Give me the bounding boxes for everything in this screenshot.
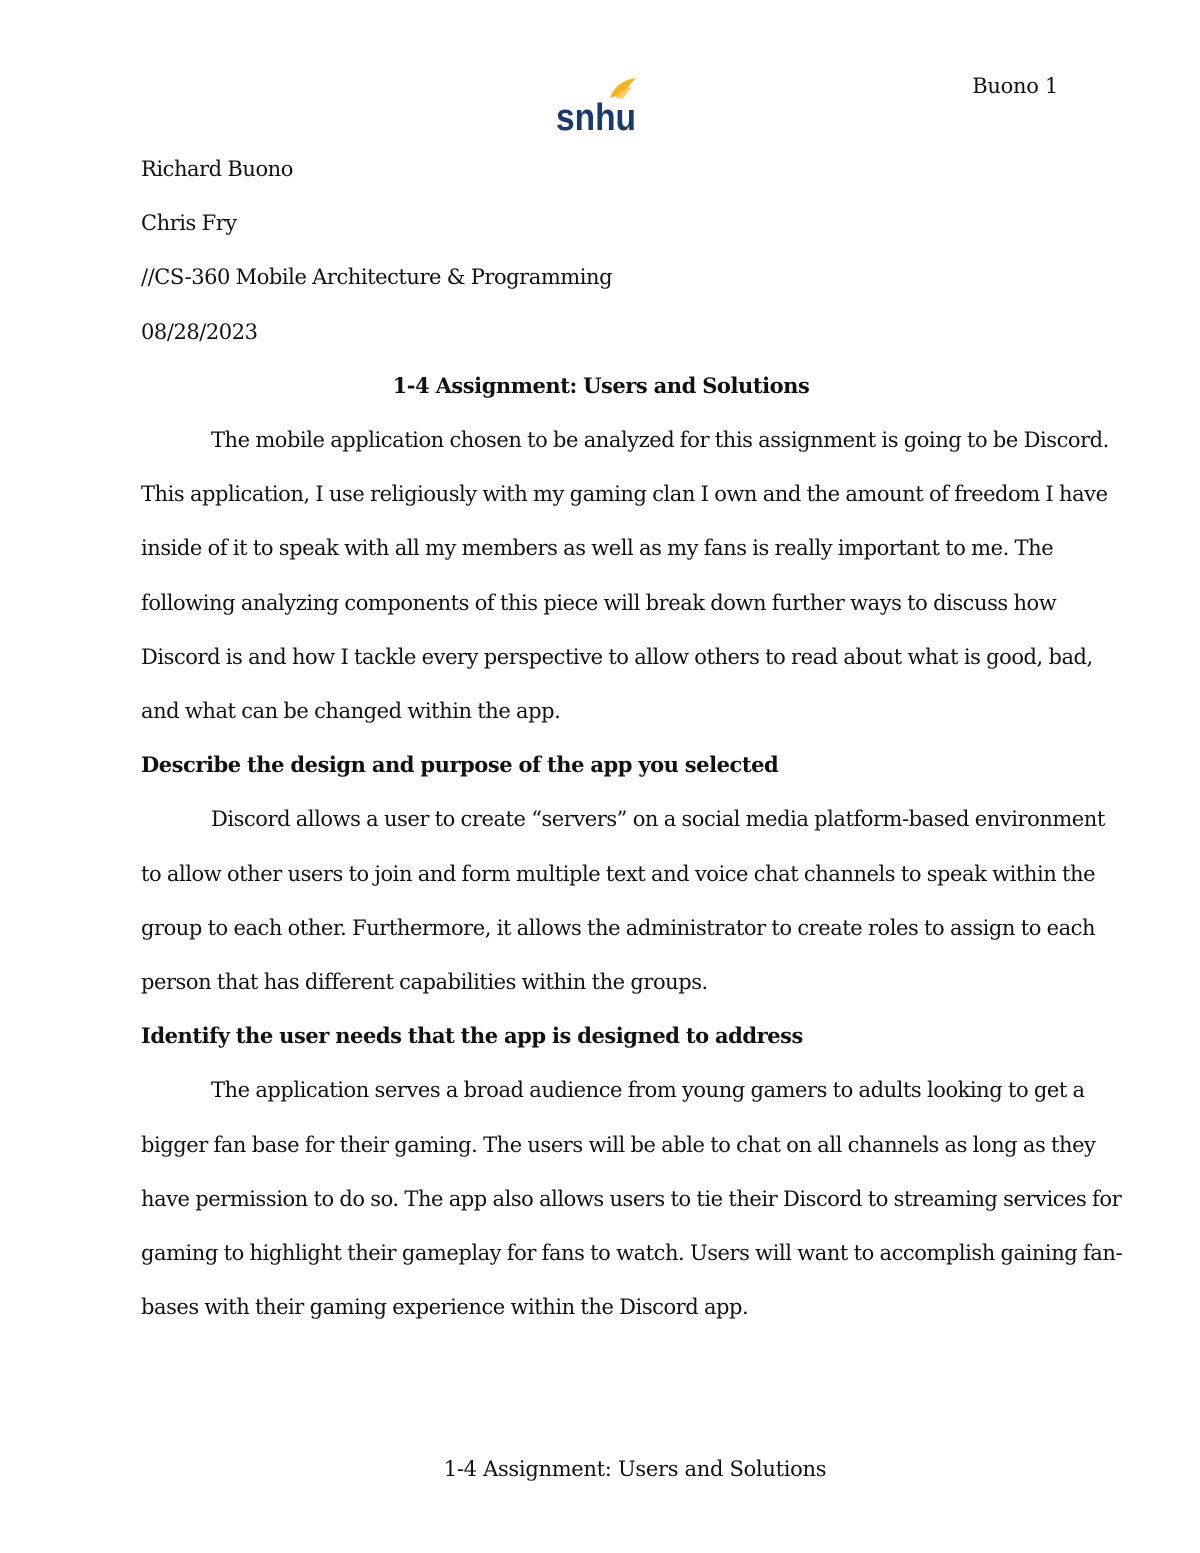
section-line: bases with their gaming experience within the Discord app.	[141, 1295, 749, 1320]
intro-line: following analyzing components of this piece will break down further ways to discuss how	[141, 590, 1057, 615]
course-name: //CS-360 Mobile Architecture & Programming	[141, 265, 613, 290]
section-line: bigger fan base for their gaming. The users will be able to chat on all channels as long as they	[141, 1132, 1096, 1157]
section-line: group to each other. Furthermore, it allows the administrator to create roles to assign to each	[141, 915, 1096, 940]
svg-text:snhu: snhu	[556, 97, 636, 134]
section-heading-design: Describe the design and purpose of the app you selected	[141, 752, 779, 778]
section-line: have permission to do so. The app also allows users to tie their Discord to streaming services for	[141, 1186, 1122, 1211]
section-line: Discord allows a user to create “servers” on a social media platform-based environment	[211, 807, 1105, 832]
section-line: The application serves a broad audience from young gamers to adults looking to get a	[211, 1078, 1085, 1103]
intro-line: inside of it to speak with all my members as well as my fans is really important to me. The	[141, 536, 1054, 561]
section-line: to allow other users to join and form multiple text and voice chat channels to speak within the	[141, 861, 1096, 886]
instructor-name: Chris Fry	[141, 211, 237, 236]
section-heading-user-needs: Identify the user needs that the app is designed to address	[141, 1023, 803, 1049]
section-line: gaming to highlight their gameplay for fans to watch. Users will want to accomplish gaining fan-	[141, 1241, 1123, 1266]
intro-line: This application, I use religiously with my gaming clan I own and the amount of freedom I have	[141, 482, 1108, 507]
snhu-logo	[556, 76, 640, 134]
document-title: 1-4 Assignment: Users and Solutions	[392, 372, 810, 398]
author-name: Richard Buono	[141, 157, 293, 181]
document-date: 08/28/2023	[141, 319, 258, 344]
page-number: Buono 1	[972, 74, 1058, 98]
document-body	[141, 142, 1123, 1334]
intro-line: and what can be changed within the app.	[141, 699, 561, 724]
intro-line: The mobile application chosen to be analyzed for this assignment is going to be Discord.	[211, 428, 1109, 453]
page-footer: 1-4 Assignment: Users and Solutions	[443, 1457, 827, 1481]
intro-line: Discord is and how I tackle every perspective to allow others to read about what is good, bad,	[141, 644, 1093, 669]
section-line: person that has different capabilities within the groups.	[141, 970, 708, 995]
